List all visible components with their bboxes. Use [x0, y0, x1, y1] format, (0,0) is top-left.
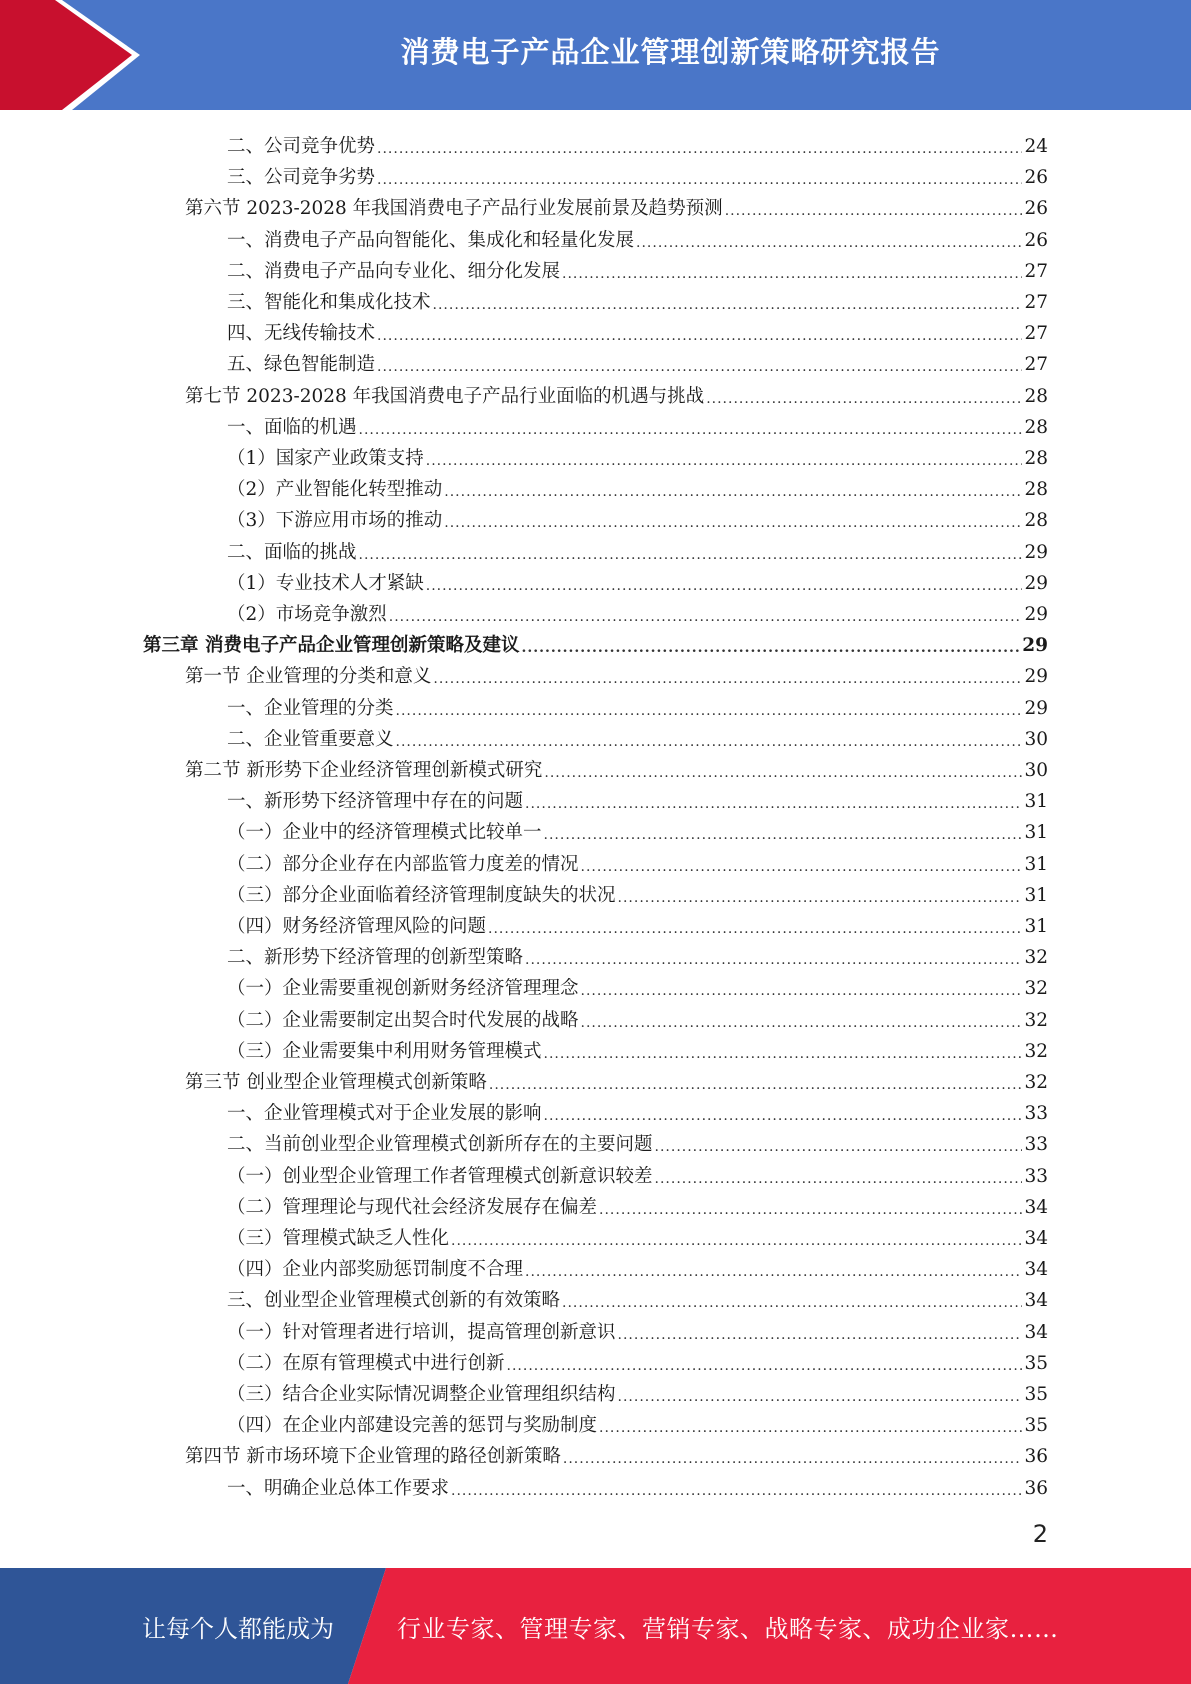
toc-leader-dots [655, 1169, 1023, 1189]
toc-entry[interactable] [185, 752, 1048, 783]
toc-entry-page: 30 [1024, 760, 1048, 781]
toc-entry[interactable] [227, 440, 1048, 471]
toc-entry-label: 一、企业管理的分类 [227, 697, 394, 719]
toc-entry-label: （一）针对管理者进行培训，提高管理创新意识 [227, 1321, 616, 1343]
toc-entry-label: （三）部分企业面临着经济管理制度缺失的状况 [227, 884, 616, 906]
toc-entry-label: （2）市场竞争激烈 [227, 604, 387, 625]
toc-entry-label: 二、公司竞争优势 [227, 136, 376, 157]
footer-slogan-right: 行业专家、管理专家、营销专家、战略专家、成功企业家…… [397, 1614, 1059, 1643]
toc-entry-label: （三）企业需要集中利用财务管理模式 [227, 1040, 542, 1062]
toc-entry-label: 三、智能化和集成化技术 [227, 292, 431, 313]
toc-leader-dots [433, 669, 1022, 689]
toc-entry[interactable] [227, 315, 1048, 346]
toc-entry[interactable] [227, 970, 1048, 1001]
toc-entry-label: 三、创业型企业管理模式创新的有效策略 [227, 1290, 561, 1312]
toc-leader-dots [389, 607, 1023, 627]
toc-entry-page: 35 [1024, 1352, 1048, 1374]
toc-entry-label: 二、面临的挑战 [227, 541, 357, 563]
toc-entry-label: （一）创业型企业管理工作者管理模式创新意识较差 [227, 1165, 653, 1187]
toc-entry-page: 31 [1024, 853, 1048, 875]
toc-entry-page: 28 [1024, 510, 1048, 532]
toc-leader-dots [655, 1137, 1023, 1157]
toc-entry-label: （二）管理理论与现代社会经济发展存在偏差 [227, 1196, 598, 1218]
toc-leader-dots [599, 1418, 1022, 1438]
toc-entry-page: 35 [1024, 1384, 1048, 1405]
toc-entry[interactable] [227, 471, 1048, 502]
toc-entry-page: 27 [1024, 292, 1048, 313]
toc-entry-label: （一）企业中的经济管理模式比较单一 [227, 822, 542, 844]
toc-entry-label: 第一节 企业管理的分类和意义 [185, 666, 432, 688]
toc-leader-dots [359, 420, 1023, 440]
toc-leader-dots [521, 638, 1020, 658]
toc-entry-label: 一、新形势下经济管理中存在的问题 [227, 791, 524, 813]
toc-entry-page: 36 [1024, 1446, 1048, 1468]
toc-entry-label: （四）财务经济管理风险的问题 [227, 916, 487, 937]
toc-entry-page: 32 [1024, 1040, 1048, 1062]
page-number: 2 [1032, 1520, 1048, 1548]
toc-entry-page: 33 [1024, 1165, 1048, 1187]
toc-entry[interactable] [227, 721, 1048, 752]
toc-entry-page: 28 [1024, 448, 1048, 469]
toc-entry[interactable] [227, 502, 1048, 533]
toc-entry[interactable] [185, 1438, 1048, 1469]
toc-leader-dots [562, 1293, 1022, 1313]
toc-leader-dots [377, 326, 1022, 346]
toc-leader-dots [377, 139, 1022, 159]
toc-entry-page: 34 [1024, 1321, 1048, 1343]
toc-entry-page: 29 [1024, 572, 1048, 594]
toc-entry-page: 29 [1024, 541, 1048, 563]
toc-entry[interactable] [227, 1470, 1048, 1501]
toc-entry-label: 一、面临的机遇 [227, 416, 357, 438]
toc-leader-dots [618, 1387, 1023, 1407]
toc-entry[interactable] [143, 627, 1048, 658]
toc-leader-dots [544, 1044, 1023, 1064]
toc-entry-page: 34 [1024, 1196, 1048, 1218]
toc-entry[interactable] [227, 222, 1048, 253]
toc-entry-label: （三）管理模式缺乏人性化 [227, 1228, 450, 1249]
toc-entry-page: 29 [1024, 666, 1048, 688]
toc-entry-page: 28 [1024, 416, 1048, 438]
toc-leader-dots [525, 950, 1022, 970]
toc-entry-page: 32 [1024, 947, 1048, 969]
toc-leader-dots [488, 919, 1022, 939]
toc-entry[interactable] [227, 1220, 1048, 1251]
toc-entry[interactable] [227, 565, 1048, 596]
toc-leader-dots [581, 857, 1023, 877]
toc-entry-page: 27 [1024, 260, 1048, 282]
toc-leader-dots [599, 1200, 1022, 1220]
toc-entry-label: 三、公司竞争劣势 [227, 167, 376, 189]
toc-entry-label: 第四节 新市场环境下企业管理的路径创新策略 [185, 1446, 561, 1468]
toc-entry[interactable] [227, 1282, 1048, 1313]
toc-entry-page: 36 [1024, 1477, 1048, 1499]
report-title: 消费电子产品企业管理创新策略研究报告 [400, 34, 941, 69]
toc-entry-label: （四）企业内部奖励惩罚制度不合理 [227, 1259, 524, 1281]
toc-leader-dots [444, 513, 1022, 533]
toc-leader-dots [451, 1481, 1022, 1501]
toc-leader-dots [544, 1106, 1023, 1126]
toc-entry-page: 34 [1024, 1228, 1048, 1249]
toc-leader-dots [426, 451, 1023, 471]
toc-leader-dots [507, 1356, 1023, 1376]
toc-entry-label: （三）结合企业实际情况调整企业管理组织结构 [227, 1384, 616, 1405]
toc-entry-page: 29 [1024, 697, 1048, 719]
toc-leader-dots [377, 170, 1022, 190]
toc-entry-page: 29 [1022, 635, 1048, 657]
toc-entry-label: 第六节 2023-2028 年我国消费电子产品行业发展前景及趋势预测 [185, 198, 723, 220]
toc-leader-dots [525, 794, 1022, 814]
toc-entry-page: 28 [1024, 385, 1048, 407]
toc-entry[interactable] [227, 1345, 1048, 1376]
toc-entry-label: 二、当前创业型企业管理模式创新所存在的主要问题 [227, 1134, 653, 1156]
toc-entry-page: 30 [1024, 728, 1048, 750]
toc-entry-label: （二）企业需要制定出契合时代发展的战略 [227, 1009, 579, 1031]
toc-entry-label: 一、企业管理模式对于企业发展的影响 [227, 1103, 542, 1125]
toc-entry-page: 32 [1024, 1009, 1048, 1031]
toc-leader-dots [396, 732, 1023, 752]
toc-entry[interactable] [227, 1189, 1048, 1220]
toc-entry[interactable] [227, 1158, 1048, 1189]
toc-entry[interactable] [185, 1064, 1048, 1095]
toc-entry[interactable] [227, 1314, 1048, 1345]
toc-entry-page: 26 [1024, 167, 1048, 189]
toc-entry-label: （3）下游应用市场的推动 [227, 510, 443, 532]
toc-entry-label: 一、消费电子产品向智能化、集成化和轻量化发展 [227, 229, 635, 251]
toc-leader-dots [706, 389, 1022, 409]
toc-leader-dots [377, 357, 1022, 377]
toc-leader-dots [544, 763, 1022, 783]
toc-entry[interactable] [185, 378, 1048, 409]
toc-entry-label: （1）专业技术人才紧缺 [227, 572, 424, 594]
toc-entry-label: 五、绿色智能制造 [227, 354, 376, 376]
toc-entry-label: 第三节 创业型企业管理模式创新策略 [185, 1072, 487, 1093]
toc-leader-dots [451, 1231, 1022, 1251]
toc-entry[interactable] [227, 284, 1048, 315]
toc-entry-page: 32 [1024, 1072, 1048, 1093]
toc-entry[interactable] [227, 1407, 1048, 1438]
toc-entry-label: 二、新形势下经济管理的创新型策略 [227, 947, 524, 969]
toc-entry-page: 29 [1024, 604, 1048, 625]
toc-entry-page: 24 [1024, 136, 1048, 157]
toc-entry-page: 26 [1024, 198, 1048, 220]
toc-entry-label: 二、消费电子产品向专业化、细分化发展 [227, 260, 561, 282]
toc-entry[interactable] [227, 159, 1048, 190]
toc-entry[interactable] [227, 1126, 1048, 1157]
toc-entry[interactable] [227, 1095, 1048, 1126]
toc-entry[interactable] [227, 814, 1048, 845]
toc-leader-dots [563, 1449, 1023, 1469]
toc-entry-label: （二）部分企业存在内部监管力度差的情况 [227, 853, 579, 875]
toc-entry[interactable] [227, 846, 1048, 877]
toc-leader-dots [489, 1075, 1023, 1095]
toc-entry[interactable] [227, 596, 1048, 627]
toc-entry-page: 27 [1024, 354, 1048, 376]
toc-entry[interactable] [227, 783, 1048, 814]
toc-entry[interactable] [227, 877, 1048, 908]
toc-entry-label: （2）产业智能化转型推动 [227, 479, 443, 501]
toc-entry-label: 一、明确企业总体工作要求 [227, 1477, 450, 1499]
toc-entry[interactable] [185, 658, 1048, 689]
toc-entry[interactable] [227, 346, 1048, 377]
toc-entry-page: 26 [1024, 229, 1048, 251]
toc-entry-label: 二、企业管重要意义 [227, 728, 394, 750]
toc-entry[interactable] [227, 690, 1048, 721]
toc-entry[interactable] [227, 409, 1048, 440]
toc-entry-page: 31 [1024, 791, 1048, 813]
toc-leader-dots [433, 295, 1023, 315]
toc-entry-page: 31 [1024, 916, 1048, 937]
toc-entry[interactable] [227, 939, 1048, 970]
toc-leader-dots [525, 1262, 1022, 1282]
toc-leader-dots [725, 201, 1023, 221]
toc-entry[interactable] [227, 908, 1048, 939]
toc-entry-page: 27 [1024, 323, 1048, 345]
toc-entry-page: 34 [1024, 1290, 1048, 1312]
toc-entry-page: 33 [1024, 1134, 1048, 1156]
toc-entry-label: （二）在原有管理模式中进行创新 [227, 1352, 505, 1374]
page-header [0, 0, 1191, 110]
toc-entry-label: （四）在企业内部建设完善的惩罚与奖励制度 [227, 1415, 598, 1437]
toc-entry[interactable] [227, 128, 1048, 159]
toc-leader-dots [636, 233, 1022, 253]
toc-entry-label: 第七节 2023-2028 年我国消费电子产品行业面临的机遇与挑战 [185, 385, 705, 407]
toc-entry[interactable] [185, 190, 1048, 221]
toc-entry[interactable] [227, 253, 1048, 284]
toc-entry-label: （一）企业需要重视创新财务经济管理理念 [227, 978, 579, 1000]
toc-entry-page: 34 [1024, 1259, 1048, 1281]
toc-entry-page: 31 [1024, 822, 1048, 844]
toc-entry-page: 32 [1024, 978, 1048, 1000]
toc-leader-dots [396, 701, 1023, 721]
toc-entry-page: 33 [1024, 1103, 1048, 1125]
header-arrow-decoration [0, 0, 160, 110]
toc-entry-label: 第三章 消费电子产品企业管理创新策略及建议 [143, 635, 520, 657]
toc-leader-dots [618, 888, 1023, 908]
toc-leader-dots [562, 264, 1022, 284]
toc-leader-dots [618, 1325, 1023, 1345]
toc-entry-page: 31 [1024, 884, 1048, 906]
toc-leader-dots [359, 545, 1023, 565]
toc-entry[interactable] [227, 1251, 1048, 1282]
toc-entry[interactable] [227, 534, 1048, 565]
toc-entry-page: 28 [1024, 479, 1048, 501]
toc-entry-page: 35 [1024, 1415, 1048, 1437]
toc-leader-dots [444, 482, 1022, 502]
toc-entry-label: 四、无线传输技术 [227, 323, 376, 345]
toc-entry-label: （1）国家产业政策支持 [227, 448, 424, 469]
toc-entry[interactable] [227, 1002, 1048, 1033]
toc-entry[interactable] [227, 1376, 1048, 1407]
toc-leader-dots [544, 825, 1023, 845]
toc-entry[interactable] [227, 1033, 1048, 1064]
page-footer [0, 1568, 1191, 1684]
toc-entry-label: 第二节 新形势下企业经济管理创新模式研究 [185, 760, 543, 781]
toc-leader-dots [581, 1013, 1023, 1033]
toc-leader-dots [581, 981, 1023, 1001]
toc-leader-dots [426, 576, 1023, 596]
footer-slogan-left: 让每个人都能成为 [142, 1614, 334, 1643]
